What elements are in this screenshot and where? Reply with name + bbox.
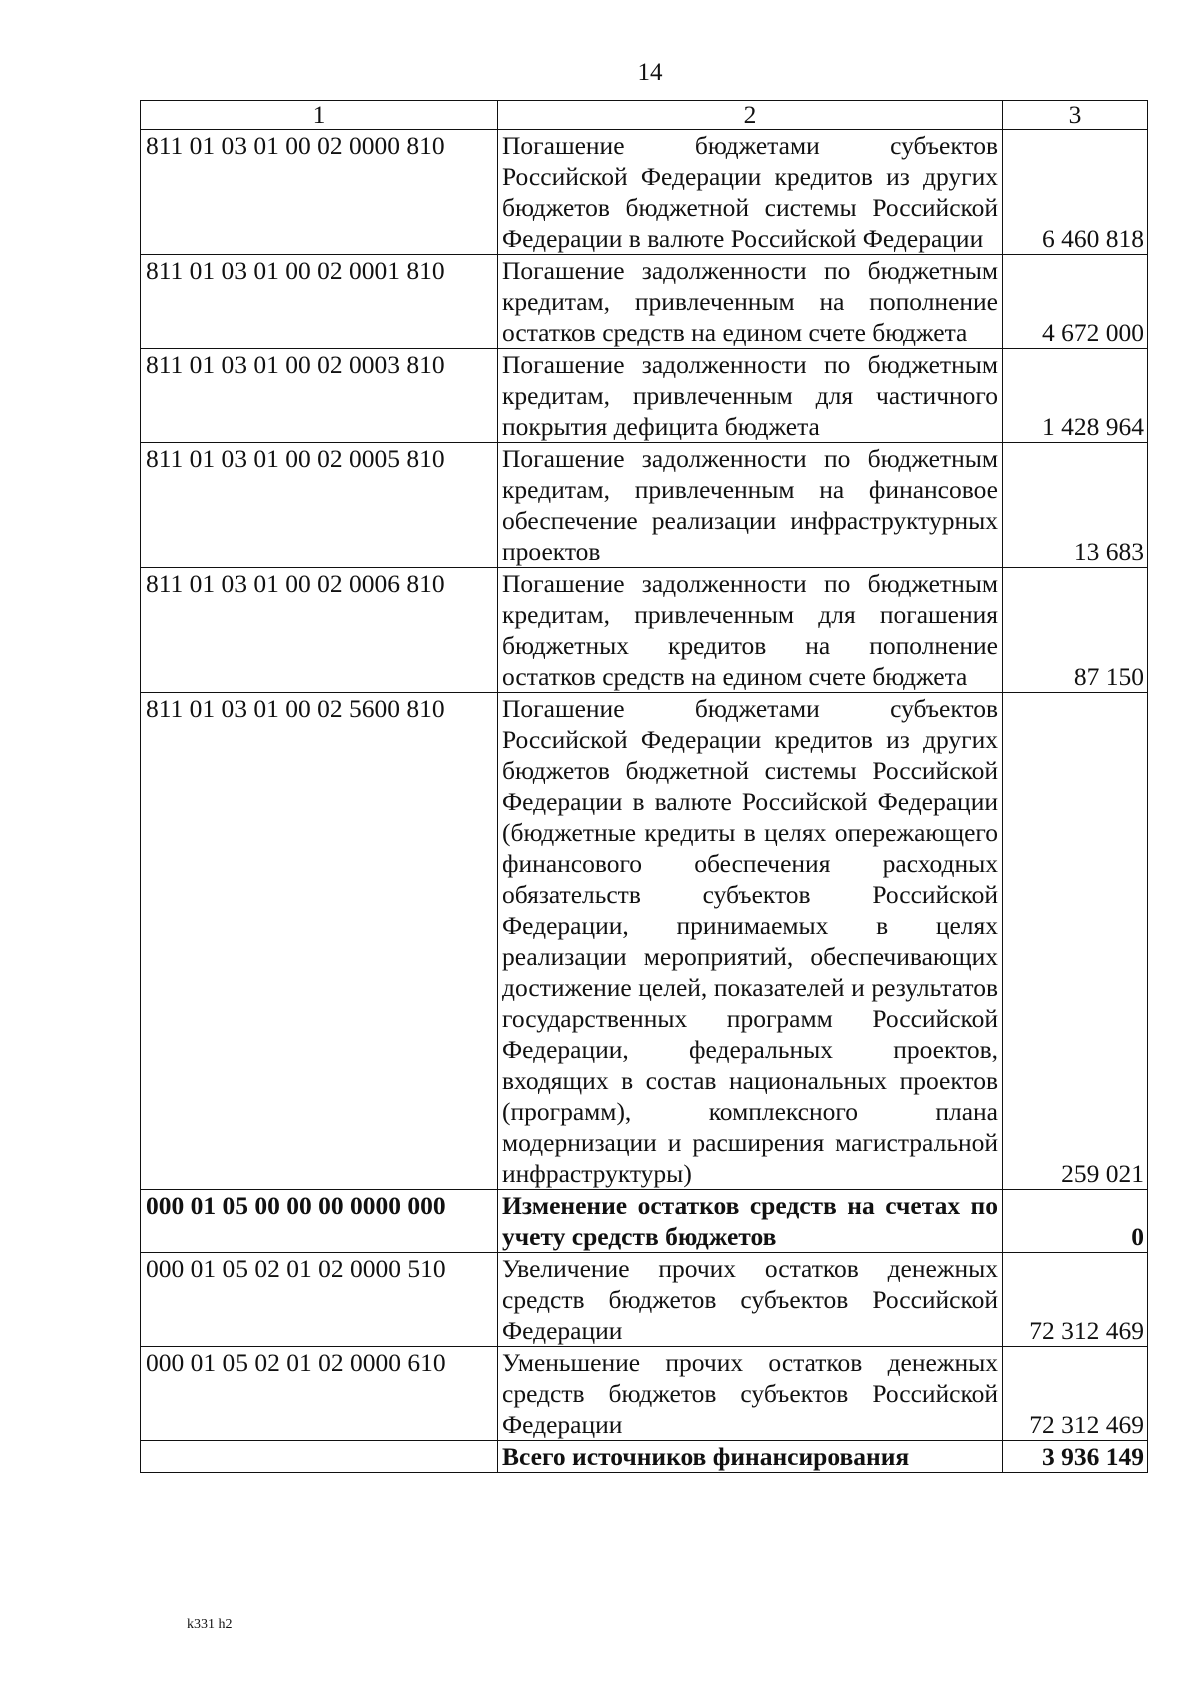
row-amount: 87 150 xyxy=(1003,568,1148,693)
row-code: 811 01 03 01 00 02 0006 810 xyxy=(141,568,498,693)
total-code xyxy=(141,1441,498,1473)
row-amount: 72 312 469 xyxy=(1003,1347,1148,1441)
row-name: Погашение задолженности по бюджетным кредитам, привлеченным на пополнение остатков средств на едином счете бюджета xyxy=(498,255,1003,349)
row-code: 811 01 03 01 00 02 0005 810 xyxy=(141,443,498,568)
row-name: Погашение бюджетами субъектов Российской Федерации кредитов из других бюджетов бюджетной системы Российской Федерации в валюте Российской Федерации xyxy=(498,130,1003,255)
table-row xyxy=(141,349,1148,443)
table-row xyxy=(141,693,1148,1190)
row-amount: 0 xyxy=(1003,1190,1148,1253)
row-code: 811 01 03 01 00 02 0000 810 xyxy=(141,130,498,255)
row-code: 811 01 03 01 00 02 0001 810 xyxy=(141,255,498,349)
row-amount: 259 021 xyxy=(1003,693,1148,1190)
column-header-name: 2 xyxy=(498,101,1003,130)
row-name: Погашение задолженности по бюджетным кредитам, привлеченным для частичного покрытия дефицита бюджета xyxy=(498,349,1003,443)
financing-sources-table xyxy=(140,100,1148,1473)
row-amount: 72 312 469 xyxy=(1003,1253,1148,1347)
row-code: 000 01 05 02 01 02 0000 510 xyxy=(141,1253,498,1347)
row-amount: 1 428 964 xyxy=(1003,349,1148,443)
column-header-code: 1 xyxy=(141,101,498,130)
table-row xyxy=(141,443,1148,568)
row-name: Изменение остатков средств на счетах по учету средств бюджетов xyxy=(498,1190,1003,1253)
row-code: 811 01 03 01 00 02 5600 810 xyxy=(141,693,498,1190)
table-row-bold xyxy=(141,1190,1148,1253)
row-name: Погашение задолженности по бюджетным кредитам, привлеченным для погашения бюджетных кредитов на пополнение остатков средств на едином счете бюджета xyxy=(498,568,1003,693)
total-label: Всего источников финансирования xyxy=(498,1441,1003,1473)
document-footer-code: k331 h2 xyxy=(187,1617,233,1632)
page-number: 14 xyxy=(637,59,663,86)
table-row xyxy=(141,130,1148,255)
column-header-amount: 3 xyxy=(1003,101,1148,130)
table-header-row xyxy=(141,101,1148,130)
row-amount: 4 672 000 xyxy=(1003,255,1148,349)
total-amount: 3 936 149 xyxy=(1003,1441,1148,1473)
table-row xyxy=(141,1347,1148,1441)
row-code: 000 01 05 00 00 00 0000 000 xyxy=(141,1190,498,1253)
row-name: Увеличение прочих остатков денежных средств бюджетов субъектов Российской Федерации xyxy=(498,1253,1003,1347)
row-amount: 13 683 xyxy=(1003,443,1148,568)
table-row xyxy=(141,255,1148,349)
row-name: Погашение задолженности по бюджетным кредитам, привлеченным на финансовое обеспечение реализации инфраструктурных проектов xyxy=(498,443,1003,568)
table-row xyxy=(141,1253,1148,1347)
table-row xyxy=(141,568,1148,693)
row-amount: 6 460 818 xyxy=(1003,130,1148,255)
row-name: Уменьшение прочих остатков денежных средств бюджетов субъектов Российской Федерации xyxy=(498,1347,1003,1441)
total-row xyxy=(141,1441,1148,1473)
row-code: 000 01 05 02 01 02 0000 610 xyxy=(141,1347,498,1441)
row-code: 811 01 03 01 00 02 0003 810 xyxy=(141,349,498,443)
row-name: Погашение бюджетами субъектов Российской Федерации кредитов из других бюджетов бюджетной системы Российской Федерации в валюте Российской Федерации (бюджетные кредиты в целях опережающего финансового обеспечения расходных обязательств субъектов Российской Федерации, принимаемых в целях реализации мероприятий, обеспечивающих достижение целей, показателей и результатов государственных программ Российской Федерации, федеральных проектов, входящих в состав национальных проектов (программ), комплексного плана модернизации и расширения магистральной инфраструктуры) xyxy=(498,693,1003,1190)
